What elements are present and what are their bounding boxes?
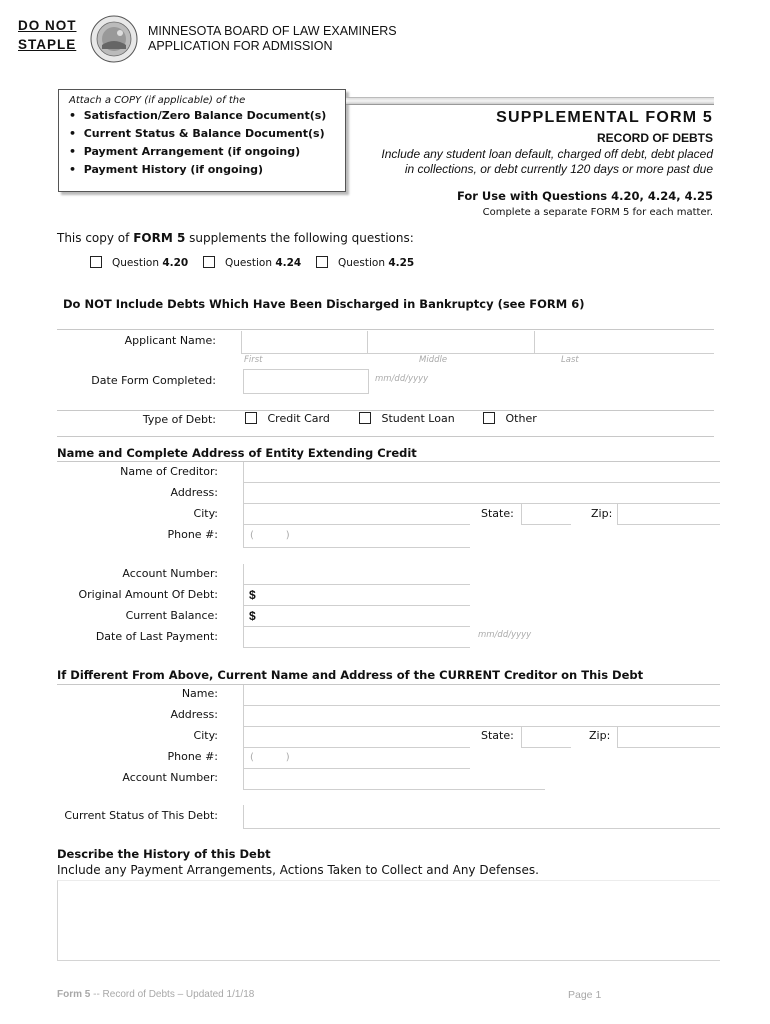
creditor-state-field[interactable] bbox=[521, 504, 571, 525]
creditor-phone-hint: ( ) bbox=[250, 530, 290, 541]
application-name: APPLICATION FOR ADMISSION bbox=[148, 39, 333, 53]
do-not-staple bbox=[18, 16, 77, 54]
question-checkboxes bbox=[90, 256, 429, 269]
current-city-field[interactable] bbox=[243, 727, 470, 748]
form-subtitle: RECORD OF DEBTS bbox=[596, 131, 713, 145]
last-name-field[interactable] bbox=[534, 331, 714, 354]
credit-card-option[interactable]: Credit Card bbox=[245, 412, 359, 425]
dollar-sign: $ bbox=[249, 588, 256, 602]
first-hint: First bbox=[244, 355, 263, 365]
creditor-zip-field[interactable] bbox=[617, 504, 720, 525]
creditor-address-label: Address: bbox=[170, 486, 218, 499]
current-phone-hint: ( ) bbox=[250, 752, 290, 763]
attach-box bbox=[58, 89, 346, 192]
current-account-field[interactable] bbox=[243, 769, 545, 790]
history-heading: Describe the History of this Debt bbox=[57, 847, 271, 861]
current-name-label: Name: bbox=[181, 687, 218, 700]
creditor-name-label: Name of Creditor: bbox=[120, 465, 218, 478]
divider bbox=[57, 436, 714, 437]
current-state-field[interactable] bbox=[521, 727, 571, 748]
divider bbox=[57, 329, 714, 330]
current-name-field[interactable] bbox=[243, 685, 720, 706]
checkbox[interactable] bbox=[245, 412, 257, 424]
history-textarea[interactable] bbox=[57, 880, 720, 961]
other-option[interactable]: Other bbox=[483, 412, 563, 425]
creditor-city-field[interactable] bbox=[243, 504, 470, 525]
current-state-label: State: bbox=[481, 729, 514, 742]
divider bbox=[57, 410, 714, 411]
current-status-label: Current Status of This Debt: bbox=[64, 809, 218, 822]
current-address-field[interactable] bbox=[243, 706, 720, 727]
first-name-field[interactable] bbox=[241, 331, 367, 354]
middle-name-field[interactable] bbox=[367, 331, 534, 354]
creditor-heading: Name and Complete Address of Entity Extending Credit bbox=[57, 446, 417, 460]
description-line: in collections, or debt currently 120 days or more past due bbox=[404, 162, 713, 176]
bankruptcy-note: Do NOT Include Debts Which Have Been Discharged in Bankruptcy (see FORM 6) bbox=[63, 297, 585, 311]
date-completed-field[interactable] bbox=[243, 369, 369, 394]
form-description bbox=[381, 147, 713, 177]
creditor-address-field[interactable] bbox=[243, 483, 720, 504]
form-title: SUPPLEMENTAL FORM 5 bbox=[496, 109, 713, 126]
question-4-25-option[interactable]: Question 4.25 bbox=[316, 256, 429, 269]
current-address-label: Address: bbox=[170, 708, 218, 721]
last-payment-field[interactable] bbox=[243, 627, 470, 648]
question-4-20-option[interactable]: Question 4.20 bbox=[90, 256, 203, 269]
account-number-field[interactable] bbox=[243, 564, 470, 585]
questions-used: For Use with Questions 4.20, 4.24, 4.25 bbox=[456, 189, 713, 203]
middle-hint: Middle bbox=[419, 355, 448, 365]
type-of-debt-label: Type of Debt: bbox=[142, 413, 216, 426]
attach-item: • Satisfaction/Zero Balance Document(s) bbox=[69, 109, 327, 122]
creditor-zip-label: Zip: bbox=[591, 507, 613, 520]
current-account-label: Account Number: bbox=[122, 771, 218, 784]
board-name: MINNESOTA BOARD OF LAW EXAMINERS bbox=[148, 24, 397, 38]
checkbox[interactable] bbox=[90, 256, 102, 268]
date-completed-hint: mm/dd/yyyy bbox=[375, 374, 429, 384]
checkbox[interactable] bbox=[483, 412, 495, 424]
attach-intro: Attach a COPY (if applicable) of the bbox=[69, 95, 246, 106]
last-payment-label: Date of Last Payment: bbox=[95, 630, 218, 643]
checkbox[interactable] bbox=[316, 256, 328, 268]
current-status-field[interactable] bbox=[243, 805, 720, 829]
creditor-phone-label: Phone #: bbox=[167, 528, 218, 541]
current-balance-field[interactable] bbox=[243, 606, 470, 627]
dollar-sign: $ bbox=[249, 609, 256, 623]
original-amount-field[interactable] bbox=[243, 585, 470, 606]
creditor-name-field[interactable] bbox=[243, 462, 720, 483]
state-seal bbox=[90, 15, 138, 63]
current-phone-label: Phone #: bbox=[167, 750, 218, 763]
attach-list bbox=[69, 107, 335, 179]
creditor-state-label: State: bbox=[481, 507, 514, 520]
footer-form-label: Form 5 -- Record of Debts – Updated 1/1/18 bbox=[57, 989, 255, 1000]
original-amount-label: Original Amount Of Debt: bbox=[78, 588, 218, 601]
staple-text: STAPLE bbox=[18, 37, 77, 52]
current-city-label: City: bbox=[193, 729, 218, 742]
creditor-city-label: City: bbox=[193, 507, 218, 520]
date-completed-label: Date Form Completed: bbox=[91, 374, 216, 387]
attach-item: • Payment History (if ongoing) bbox=[69, 163, 264, 176]
last-payment-hint: mm/dd/yyyy bbox=[478, 630, 532, 640]
current-zip-field[interactable] bbox=[617, 727, 720, 748]
attach-item: • Payment Arrangement (if ongoing) bbox=[69, 145, 301, 158]
attach-item: • Current Status & Balance Document(s) bbox=[69, 127, 325, 140]
do-not-text: DO NOT bbox=[18, 18, 77, 33]
history-subtext: Include any Payment Arrangements, Actions Taken to Collect and Any Defenses. bbox=[57, 863, 539, 877]
debt-type-options bbox=[245, 412, 563, 425]
student-loan-option[interactable]: Student Loan bbox=[359, 412, 483, 425]
applicant-name-label: Applicant Name: bbox=[124, 334, 216, 347]
question-4-24-option[interactable]: Question 4.24 bbox=[203, 256, 316, 269]
page-number: Page 1 bbox=[568, 989, 602, 1001]
account-number-label: Account Number: bbox=[122, 567, 218, 580]
current-balance-label: Current Balance: bbox=[125, 609, 218, 622]
supplements-text: This copy of FORM 5 supplements the following questions: bbox=[57, 231, 414, 245]
checkbox[interactable] bbox=[203, 256, 215, 268]
checkbox[interactable] bbox=[359, 412, 371, 424]
current-zip-label: Zip: bbox=[589, 729, 611, 742]
title-rule bbox=[346, 97, 714, 105]
last-hint: Last bbox=[561, 355, 579, 365]
separate-note: Complete a separate FORM 5 for each matter. bbox=[482, 207, 713, 218]
current-creditor-heading: If Different From Above, Current Name and Address of the CURRENT Creditor on This Debt bbox=[57, 668, 644, 682]
description-line: Include any student loan default, charged off debt, debt placed bbox=[381, 147, 713, 161]
